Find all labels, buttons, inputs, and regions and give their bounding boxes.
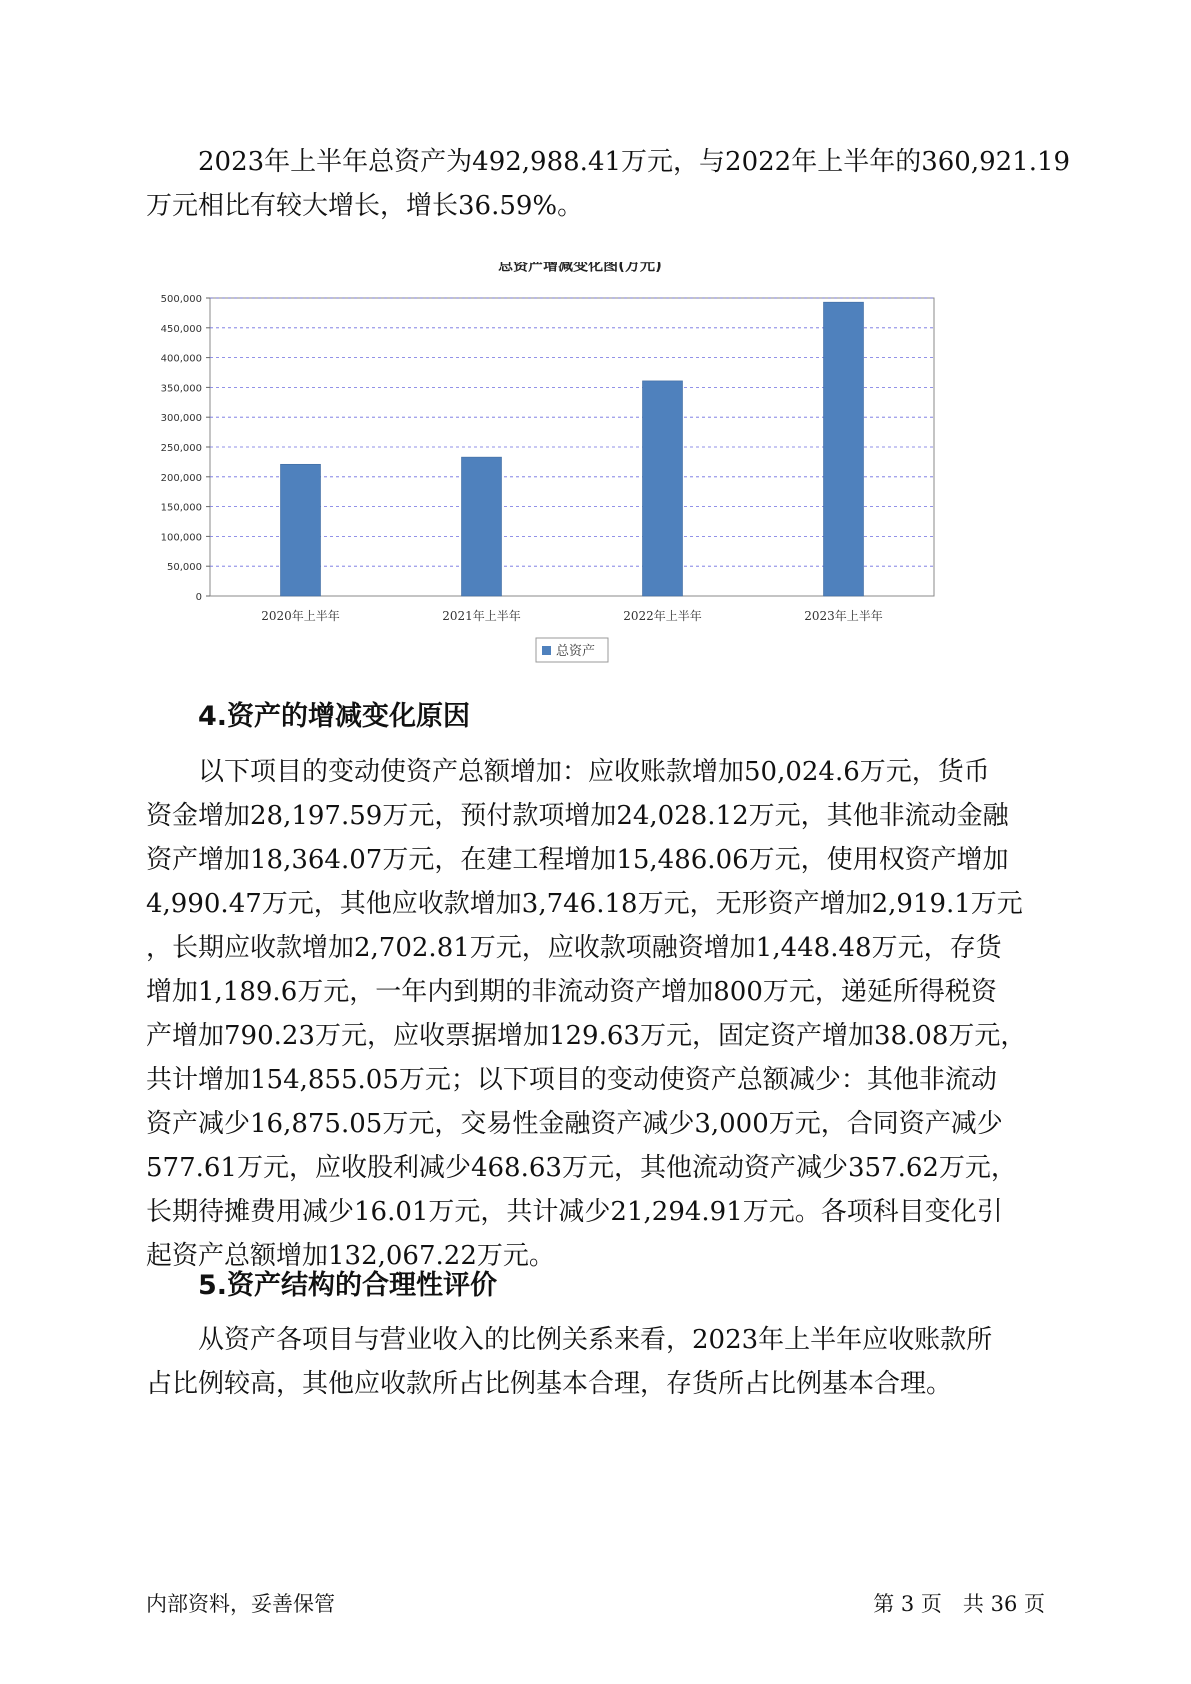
- chart-title: 总资产增减变化图(万元): [498, 262, 662, 274]
- footer-page-number: 第 3 页 共 36 页: [873, 1592, 1045, 1616]
- y-tick-label: 400,000: [160, 353, 202, 365]
- bar: [281, 464, 321, 596]
- y-tick-label: 100,000: [160, 532, 202, 544]
- y-tick-label: 300,000: [160, 413, 202, 425]
- intro-line-1: 2023年上半年总资产为492,988.41万元，与2022年上半年的360,921.19: [198, 147, 1071, 177]
- section-4-line: 4,990.47万元，其他应收款增加3,746.18万元，无形资产增加2,919.1万元: [146, 889, 1023, 919]
- total-assets-chart: [160, 262, 1020, 722]
- section-5-line: 从资产各项目与营业收入的比例关系来看，2023年上半年应收账款所: [198, 1325, 993, 1355]
- section-4-heading: 4.资产的增减变化原因: [198, 701, 471, 732]
- section-4-line: 产增加790.23万元，应收票据增加129.63万元，固定资产增加38.08万元，: [146, 1021, 1027, 1051]
- section-5-line: 占比例较高，其他应收款所占比例基本合理，存货所占比例基本合理。: [146, 1369, 953, 1399]
- legend-swatch: [542, 646, 551, 655]
- bar: [824, 302, 864, 596]
- legend-label: 总资产: [556, 644, 596, 659]
- section-5-paragraph: [146, 1318, 1046, 1406]
- section-4-line: 增加1,189.6万元，一年内到期的非流动资产增加800万元，递延所得税资: [146, 977, 997, 1007]
- section-4-paragraph: [146, 750, 1046, 1278]
- section-4-line: 起资产总额增加132,067.22万元。: [146, 1241, 555, 1271]
- section-4-line: 资产减少16,875.05万元，交易性金融资产减少3,000万元，合同资产减少: [146, 1109, 1003, 1139]
- y-tick-label: 200,000: [160, 472, 202, 484]
- section-4-line: 资产增加18,364.07万元，在建工程增加15,486.06万元，使用权资产增加: [146, 845, 1009, 875]
- section-4-line: 以下项目的变动使资产总额增加：应收账款增加50,024.6万元，货币: [198, 757, 990, 787]
- footer-left: 内部资料，妥善保管: [146, 1592, 335, 1616]
- x-tick-label: 2021年上半年: [442, 609, 521, 623]
- intro-paragraph: [146, 140, 1071, 228]
- section-5-heading: 5.资产结构的合理性评价: [198, 1270, 498, 1301]
- y-tick-label: 0: [195, 592, 202, 603]
- section-4-line: 共计增加154,855.05万元；以下项目的变动使资产总额减少：其他非流动: [146, 1065, 997, 1095]
- y-tick-label: 150,000: [160, 502, 202, 514]
- y-tick-label: 250,000: [160, 443, 202, 454]
- y-tick-label: 350,000: [160, 383, 202, 395]
- y-tick-label: 50,000: [167, 562, 202, 574]
- intro-line-2: 万元相比有较大增长，增长36.59%。: [146, 191, 584, 221]
- x-tick-label: 2022年上半年: [623, 609, 702, 623]
- chart-svg: [160, 262, 1020, 722]
- section-4-line: 长期待摊费用减少16.01万元，共计减少21,294.91万元。各项科目变化引: [146, 1197, 1003, 1227]
- y-tick-label: 450,000: [160, 323, 202, 335]
- section-4-line: 577.61万元，应收股利减少468.63万元，其他流动资产减少357.62万元，: [146, 1153, 1017, 1183]
- bar: [462, 457, 502, 596]
- y-tick-label: 500,000: [160, 294, 202, 305]
- x-tick-label: 2023年上半年: [804, 609, 883, 623]
- x-tick-label: 2020年上半年: [261, 609, 340, 623]
- section-4-line: 资金增加28,197.59万元，预付款项增加24,028.12万元，其他非流动金融: [146, 801, 1009, 831]
- bar: [643, 381, 683, 596]
- section-4-line: ，长期应收款增加2,702.81万元，应收款项融资增加1,448.48万元，存货: [146, 933, 1002, 963]
